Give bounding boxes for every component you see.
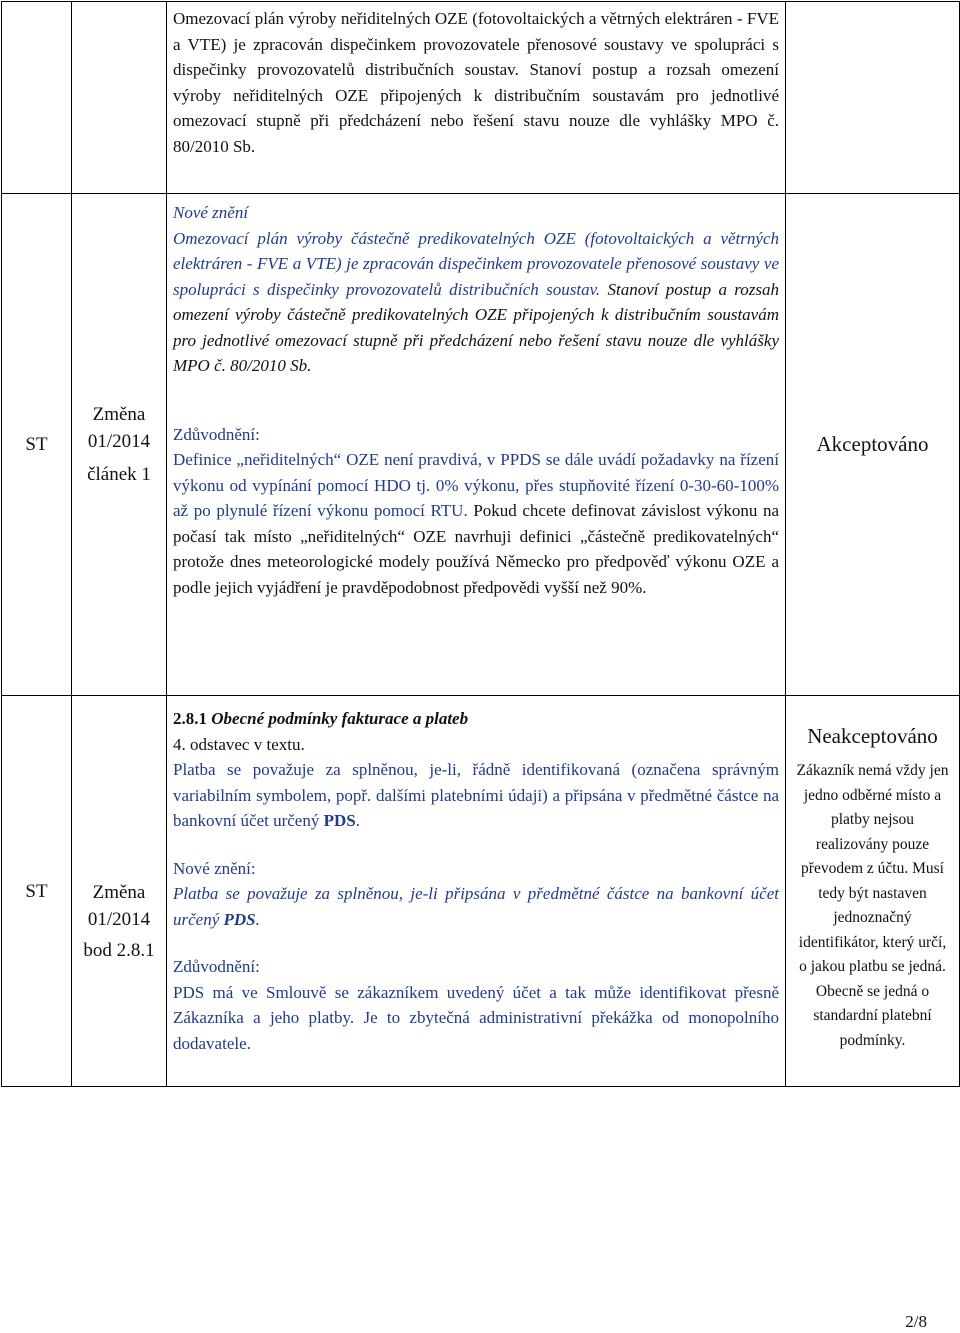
reference-article: článek 1 bbox=[87, 464, 151, 485]
cell-original-text bbox=[167, 2, 786, 194]
original-wording-end: . bbox=[355, 811, 360, 830]
new-wording-text bbox=[173, 226, 779, 379]
justification-text-black: Pokud chcete definovat závislost výkonu na počasí tak místo „neřiditelných“ OZE navrhuji definici „částečně predikovatelných“ protože dnes meteorologické modely používá Německo pro předpověď výkonu OZE a podle jejich vyjádření je pravděpodobnost předpovědi vyšší než 90%. bbox=[173, 501, 779, 597]
new-wording-text-blue: Omezovací plán výroby částečně predikovatelných OZE (fotovoltaických a větrných elektráren - FVE a VTE) je zpracován dispečinkem provozovatele přenosové soustavy ve spolupráci s dispečinky provozovatelů distribučních soustav. bbox=[173, 228, 779, 299]
cell-status: Akceptováno bbox=[786, 194, 960, 696]
reference-change: Změna bbox=[92, 404, 146, 425]
cell-reference bbox=[72, 696, 167, 1087]
original-wording-pds: PDS bbox=[323, 811, 356, 830]
spacer bbox=[173, 834, 779, 856]
new-wording-heading: Nové znění bbox=[173, 203, 249, 222]
spacer bbox=[173, 932, 779, 954]
page-number: 2/8 bbox=[905, 1312, 927, 1331]
cell-reference bbox=[72, 194, 167, 696]
paragraph-reference: 4. odstavec v textu. bbox=[173, 734, 305, 754]
table-row-article-1 bbox=[2, 194, 960, 696]
cell-proposal bbox=[167, 194, 786, 696]
status-explanation: Zákazník nemá vždy jen jedno odběrné místo a platby nejsou realizovány pouze převodem z účtu. Musí tedy být nastaven jednoznačný identifikátor, který určí, o jakou platbu se jedná. Obecně se jedná o standardní platební podmínky. bbox=[796, 762, 949, 1049]
cell-submitter: ST bbox=[2, 696, 72, 1087]
new-wording-end: . bbox=[255, 909, 260, 929]
new-wording-text-blue: Platba se považuje za splněnou, je-li připsána v předmětné částce na bankovní účet určený bbox=[173, 884, 779, 929]
cell-submitter: ST bbox=[2, 194, 72, 696]
new-wording-text bbox=[173, 881, 779, 932]
reference-version: 01/2014 bbox=[87, 908, 151, 930]
cell-empty-1 bbox=[2, 2, 72, 194]
cell-empty-4 bbox=[786, 2, 960, 194]
original-wording bbox=[173, 757, 779, 834]
new-wording-heading: Nové znění: bbox=[173, 858, 256, 878]
justification-text-blue: Definice „neřiditelných“ OZE není pravdivá, v PPDS se dále uvádí požadavky na řízení výkonu od vypínání pomocí HDO tj. 0% výkonu, přes stupňovité řízení 0-30-60-100% až po plynulé řízení výkonu pomocí RTU. bbox=[173, 450, 779, 520]
status-label: Neakceptováno bbox=[807, 724, 938, 748]
original-wording-text: Platba se považuje za splněnou, je-li, řádně identifikovaná (označena správným variabilním symbolem, popř. dalšími platebními údaji) a připsána v předmětné částce na bankovní účet určený bbox=[173, 760, 779, 830]
cell-empty-2 bbox=[72, 2, 167, 194]
justification-text: PDS má ve Smlouvě se zákazníkem uvedený účet a tak může identifikovat přesně Zákazníka a jeho platby. Je to zbytečná administrativní překážka od monopolního dodavatele. bbox=[173, 982, 779, 1053]
justification-text bbox=[173, 447, 779, 600]
reference-change: Změna bbox=[92, 881, 146, 903]
cell-proposal bbox=[167, 696, 786, 1087]
comments-table bbox=[1, 1, 960, 1087]
new-wording-text-black: Stanoví postup a rozsah omezení výroby částečně predikovatelných OZE připojených k distribučním soustavám pro jednotlivé omezovací stupně při předcházení nebo řešení stavu nouze dle vyhlášky MPO č. 80/2010 Sb. bbox=[173, 279, 780, 375]
original-wording: Omezovací plán výroby neřiditelných OZE (fotovoltaických a větrných elektráren - FVE a VTE) je zpracován dispečinkem provozovatele přenosové soustavy ve spolupráci s dispečinky provozovatelů distribučních soustav. Stanoví postup a rozsah omezení výroby neřiditelných OZE připojených k distribučním soustavám pro jednotlivé omezovací stupně při předcházení nebo řešení stavu nouze dle vyhlášky MPO č. 80/2010 Sb. bbox=[173, 9, 779, 156]
cell-status bbox=[786, 696, 960, 1087]
new-wording-pds: PDS bbox=[223, 909, 256, 929]
justification-heading: Zdůvodnění: bbox=[173, 424, 260, 444]
section-title: Obecné podmínky fakturace a plateb bbox=[207, 709, 469, 728]
section-number: 2.8.1 bbox=[173, 709, 207, 728]
spacer bbox=[173, 379, 779, 422]
table-row-point-2-8-1 bbox=[2, 696, 960, 1087]
reference-point: bod 2.8.1 bbox=[83, 939, 155, 961]
justification-heading: Zdůvodnění: bbox=[173, 957, 260, 976]
reference-version: 01/2014 bbox=[87, 431, 151, 452]
table-row-continuation bbox=[2, 2, 960, 194]
section-heading bbox=[173, 706, 779, 732]
